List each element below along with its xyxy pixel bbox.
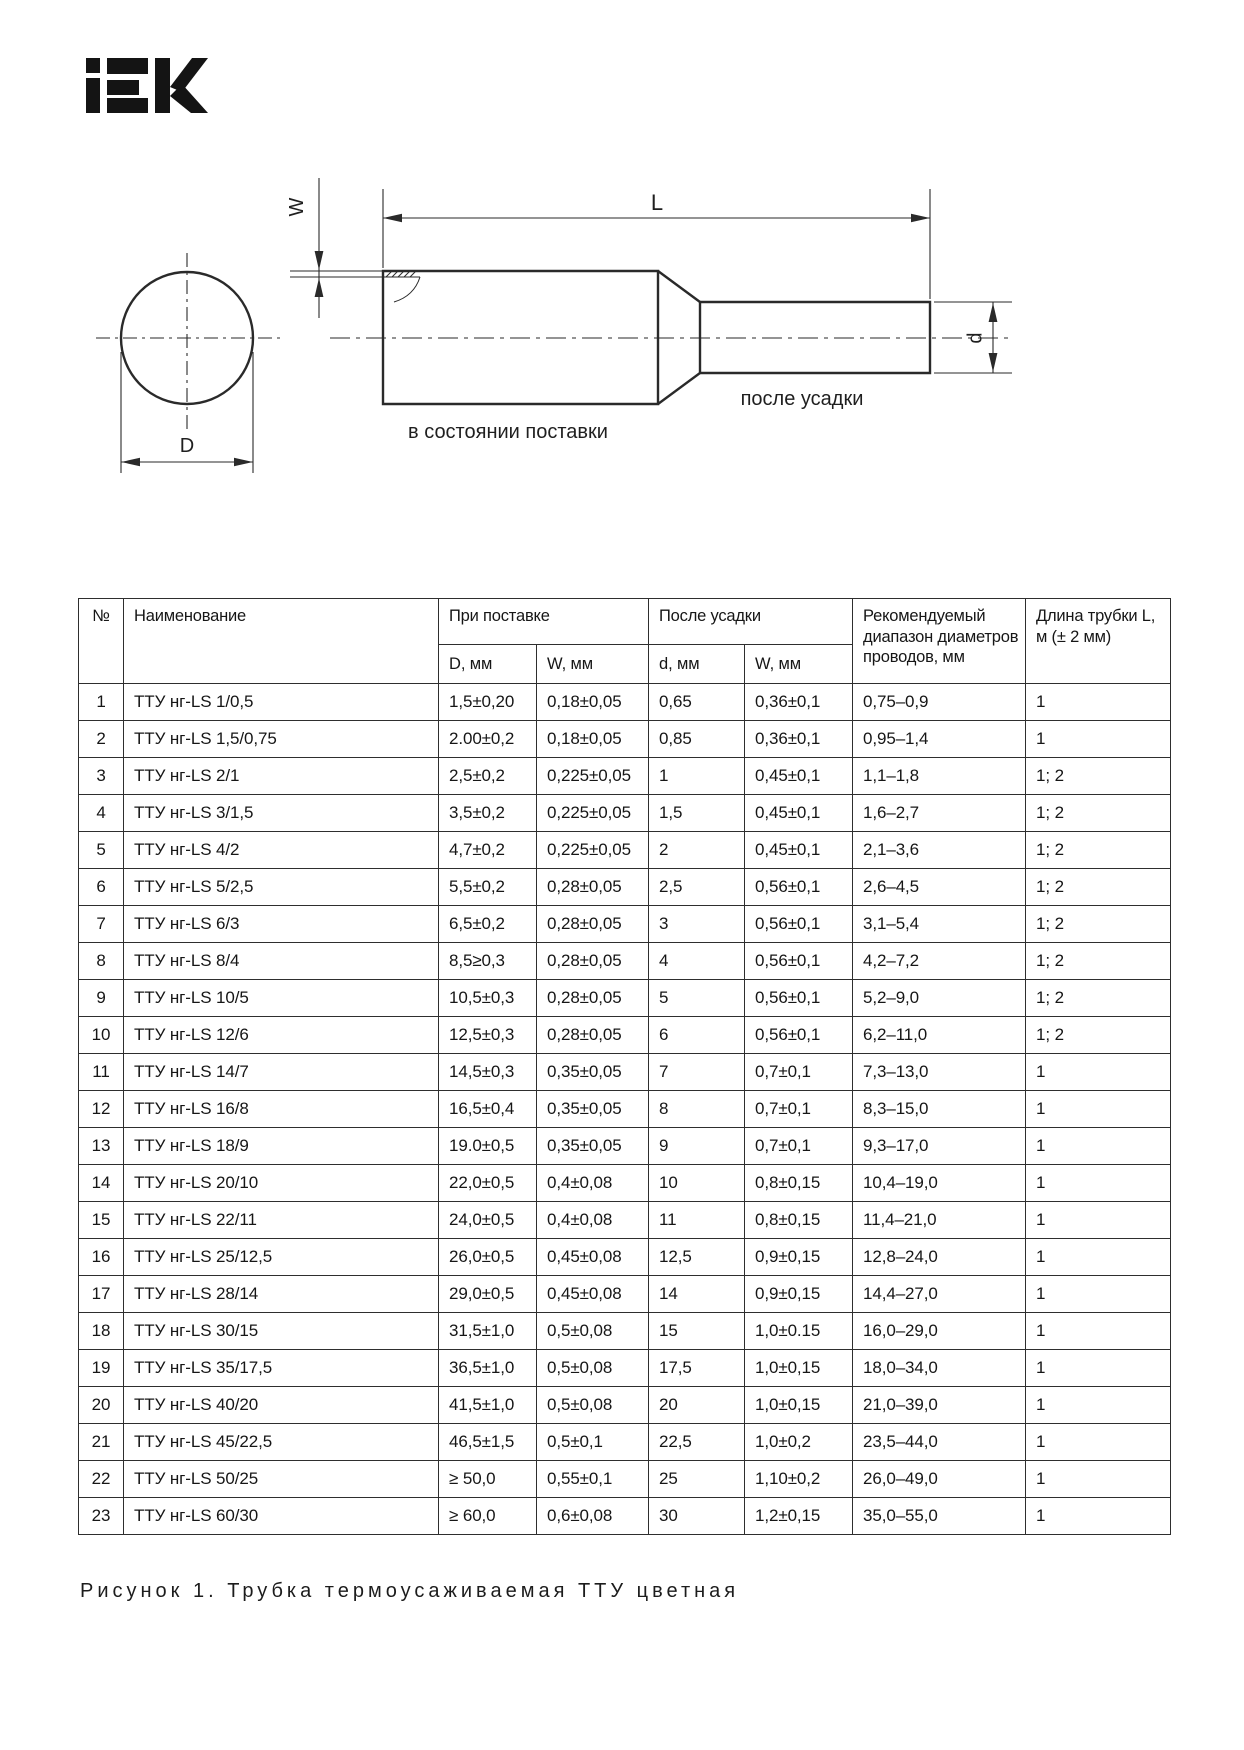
cell-length: 1; 2 <box>1026 980 1171 1017</box>
table-row <box>79 980 1171 1017</box>
cell-length: 1; 2 <box>1026 795 1171 832</box>
cell-name: ТТУ нг-LS 8/4 <box>124 943 439 980</box>
tube-taper-top <box>658 271 700 302</box>
cell-W: 0,35±0,05 <box>537 1128 649 1165</box>
table-row <box>79 832 1171 869</box>
table-row <box>79 1461 1171 1498</box>
cell-length: 1 <box>1026 1498 1171 1535</box>
cell-d: 2,5 <box>649 869 745 906</box>
label-after-shrink: после усадки <box>740 388 864 410</box>
cell-D: 8,5≥0,3 <box>439 943 537 980</box>
cell-range: 23,5–44,0 <box>853 1424 1026 1461</box>
cell-name: ТТУ нг-LS 28/14 <box>124 1276 439 1313</box>
header-length: Длина трубки L, м (± 2 мм) <box>1026 599 1171 684</box>
cell-length: 1 <box>1026 1461 1171 1498</box>
cell-W2: 0,56±0,1 <box>745 869 853 906</box>
cell-range: 2,1–3,6 <box>853 832 1026 869</box>
table-row <box>79 795 1171 832</box>
header-range: Рекомендуемый диапазон диаметров проводов, мм <box>853 599 1026 684</box>
cell-num: 15 <box>79 1202 124 1239</box>
cell-d: 20 <box>649 1387 745 1424</box>
dim-d-arrow-up <box>989 303 998 322</box>
cell-W2: 1,0±0,15 <box>745 1387 853 1424</box>
cell-D: 6,5±0,2 <box>439 906 537 943</box>
dim-D-arrow-right <box>234 458 253 466</box>
cell-d: 1,5 <box>649 795 745 832</box>
dim-W-arrow-up <box>315 278 324 297</box>
cell-length: 1 <box>1026 1424 1171 1461</box>
cell-name: ТТУ нг-LS 30/15 <box>124 1313 439 1350</box>
cell-W2: 1,0±0,2 <box>745 1424 853 1461</box>
cell-length: 1 <box>1026 721 1171 758</box>
table-row <box>79 906 1171 943</box>
table-body <box>79 684 1171 1535</box>
cell-name: ТТУ нг-LS 35/17,5 <box>124 1350 439 1387</box>
cell-range: 3,1–5,4 <box>853 906 1026 943</box>
table-row <box>79 684 1171 721</box>
header-num: № <box>79 599 124 684</box>
dim-W-arrow-down <box>315 251 324 270</box>
cell-D: 22,0±0,5 <box>439 1165 537 1202</box>
cell-D: 5,5±0,2 <box>439 869 537 906</box>
cell-num: 5 <box>79 832 124 869</box>
cell-W2: 1,0±0.15 <box>745 1313 853 1350</box>
cell-d: 3 <box>649 906 745 943</box>
cell-W: 0,5±0,08 <box>537 1313 649 1350</box>
cell-W2: 0,56±0,1 <box>745 1017 853 1054</box>
cell-D: 36,5±1,0 <box>439 1350 537 1387</box>
table-row <box>79 1239 1171 1276</box>
cell-num: 12 <box>79 1091 124 1128</box>
table-row <box>79 1165 1171 1202</box>
cell-length: 1 <box>1026 1276 1171 1313</box>
cell-d: 0,85 <box>649 721 745 758</box>
table-row <box>79 1054 1171 1091</box>
cell-d: 12,5 <box>649 1239 745 1276</box>
cell-name: ТТУ нг-LS 60/30 <box>124 1498 439 1535</box>
cell-D: 24,0±0,5 <box>439 1202 537 1239</box>
cell-num: 4 <box>79 795 124 832</box>
cell-D: 16,5±0,4 <box>439 1091 537 1128</box>
cell-W: 0,18±0,05 <box>537 684 649 721</box>
cell-W: 0,45±0,08 <box>537 1276 649 1313</box>
cell-d: 8 <box>649 1091 745 1128</box>
label-W: W <box>286 197 308 217</box>
cell-D: ≥ 50,0 <box>439 1461 537 1498</box>
cell-W2: 0,45±0,1 <box>745 832 853 869</box>
cell-W: 0,5±0,08 <box>537 1350 649 1387</box>
cell-W: 0,225±0,05 <box>537 832 649 869</box>
cell-D: 41,5±1,0 <box>439 1387 537 1424</box>
cell-D: 26,0±0,5 <box>439 1239 537 1276</box>
cell-range: 18,0–34,0 <box>853 1350 1026 1387</box>
cell-W: 0,28±0,05 <box>537 906 649 943</box>
table-row <box>79 1202 1171 1239</box>
cell-length: 1 <box>1026 1202 1171 1239</box>
table-row <box>79 1424 1171 1461</box>
cell-name: ТТУ нг-LS 40/20 <box>124 1387 439 1424</box>
cell-length: 1; 2 <box>1026 1017 1171 1054</box>
table-row <box>79 1350 1171 1387</box>
cell-W2: 0,7±0,1 <box>745 1128 853 1165</box>
header-W2-mm: W, мм <box>745 645 853 684</box>
cell-name: ТТУ нг-LS 16/8 <box>124 1091 439 1128</box>
table-row <box>79 1017 1171 1054</box>
cell-name: ТТУ нг-LS 1,5/0,75 <box>124 721 439 758</box>
cell-W: 0,45±0,08 <box>537 1239 649 1276</box>
cell-name: ТТУ нг-LS 22/11 <box>124 1202 439 1239</box>
cell-d: 30 <box>649 1498 745 1535</box>
cell-num: 11 <box>79 1054 124 1091</box>
header-after-shrink: После усадки <box>649 599 853 645</box>
cell-name: ТТУ нг-LS 14/7 <box>124 1054 439 1091</box>
cell-range: 4,2–7,2 <box>853 943 1026 980</box>
tube-taper-bottom <box>658 373 700 404</box>
cell-name: ТТУ нг-LS 5/2,5 <box>124 869 439 906</box>
cell-length: 1 <box>1026 1239 1171 1276</box>
dim-L-arrow-right <box>911 214 930 222</box>
cell-W: 0,18±0,05 <box>537 721 649 758</box>
cell-W: 0,5±0,1 <box>537 1424 649 1461</box>
cell-num: 6 <box>79 869 124 906</box>
cell-D: 3,5±0,2 <box>439 795 537 832</box>
cell-range: 8,3–15,0 <box>853 1091 1026 1128</box>
tube-spec-table <box>78 598 1171 1535</box>
cell-D: 29,0±0,5 <box>439 1276 537 1313</box>
cell-D: 31,5±1,0 <box>439 1313 537 1350</box>
cell-W: 0,5±0,08 <box>537 1387 649 1424</box>
cell-d: 11 <box>649 1202 745 1239</box>
cell-d: 14 <box>649 1276 745 1313</box>
cell-W2: 1,0±0,15 <box>745 1350 853 1387</box>
cell-length: 1 <box>1026 1387 1171 1424</box>
header-at-delivery: При поставке <box>439 599 649 645</box>
tube-technical-drawing <box>0 0 1244 540</box>
cell-name: ТТУ нг-LS 1/0,5 <box>124 684 439 721</box>
table-row <box>79 943 1171 980</box>
cell-D: ≥ 60,0 <box>439 1498 537 1535</box>
header-D-mm: D, мм <box>439 645 537 684</box>
table-row <box>79 1313 1171 1350</box>
cell-name: ТТУ нг-LS 6/3 <box>124 906 439 943</box>
cell-length: 1 <box>1026 1350 1171 1387</box>
cell-num: 8 <box>79 943 124 980</box>
cell-range: 7,3–13,0 <box>853 1054 1026 1091</box>
cell-range: 35,0–55,0 <box>853 1498 1026 1535</box>
table-row <box>79 1091 1171 1128</box>
cell-num: 20 <box>79 1387 124 1424</box>
cell-name: ТТУ нг-LS 10/5 <box>124 980 439 1017</box>
figure-caption: Рисунок 1. Трубка термоусаживаемая ТТУ цветная <box>80 1580 740 1602</box>
table-row <box>79 1387 1171 1424</box>
cell-D: 4,7±0,2 <box>439 832 537 869</box>
cell-name: ТТУ нг-LS 25/12,5 <box>124 1239 439 1276</box>
cell-num: 2 <box>79 721 124 758</box>
cell-num: 18 <box>79 1313 124 1350</box>
cell-range: 10,4–19,0 <box>853 1165 1026 1202</box>
cell-num: 22 <box>79 1461 124 1498</box>
header-W-mm: W, мм <box>537 645 649 684</box>
table-row <box>79 758 1171 795</box>
cell-D: 2.00±0,2 <box>439 721 537 758</box>
cell-d: 15 <box>649 1313 745 1350</box>
cell-length: 1 <box>1026 1128 1171 1165</box>
cell-W: 0,4±0,08 <box>537 1202 649 1239</box>
cell-num: 10 <box>79 1017 124 1054</box>
cell-range: 14,4–27,0 <box>853 1276 1026 1313</box>
cell-W2: 0,36±0,1 <box>745 684 853 721</box>
cell-num: 3 <box>79 758 124 795</box>
cell-W2: 0,56±0,1 <box>745 980 853 1017</box>
cell-W2: 0,56±0,1 <box>745 906 853 943</box>
cell-num: 1 <box>79 684 124 721</box>
cell-W: 0,28±0,05 <box>537 869 649 906</box>
cell-num: 9 <box>79 980 124 1017</box>
cell-num: 7 <box>79 906 124 943</box>
cell-W2: 1,10±0,2 <box>745 1461 853 1498</box>
table-row <box>79 1498 1171 1535</box>
cell-W: 0,28±0,05 <box>537 1017 649 1054</box>
cell-num: 14 <box>79 1165 124 1202</box>
label-d: d <box>964 332 987 344</box>
cell-d: 5 <box>649 980 745 1017</box>
cell-num: 23 <box>79 1498 124 1535</box>
header-d-mm: d, мм <box>649 645 745 684</box>
cell-W2: 0,8±0,15 <box>745 1202 853 1239</box>
table-row <box>79 869 1171 906</box>
cell-W: 0,35±0,05 <box>537 1091 649 1128</box>
cell-D: 2,5±0,2 <box>439 758 537 795</box>
cell-length: 1 <box>1026 1091 1171 1128</box>
header-name: Наименование <box>124 599 439 684</box>
cell-D: 12,5±0,3 <box>439 1017 537 1054</box>
cell-length: 1 <box>1026 684 1171 721</box>
cell-range: 0,95–1,4 <box>853 721 1026 758</box>
label-D: D <box>179 435 195 457</box>
cell-length: 1; 2 <box>1026 906 1171 943</box>
cell-name: ТТУ нг-LS 2/1 <box>124 758 439 795</box>
cell-range: 1,1–1,8 <box>853 758 1026 795</box>
cell-W2: 0,56±0,1 <box>745 943 853 980</box>
cell-range: 12,8–24,0 <box>853 1239 1026 1276</box>
cell-W: 0,225±0,05 <box>537 758 649 795</box>
cell-num: 17 <box>79 1276 124 1313</box>
cell-range: 6,2–11,0 <box>853 1017 1026 1054</box>
cell-length: 1; 2 <box>1026 832 1171 869</box>
wall-cutaway-curve <box>394 277 420 302</box>
cell-d: 22,5 <box>649 1424 745 1461</box>
cell-d: 7 <box>649 1054 745 1091</box>
cell-W2: 0,7±0,1 <box>745 1054 853 1091</box>
table-row <box>79 1128 1171 1165</box>
cell-range: 1,6–2,7 <box>853 795 1026 832</box>
dim-d-arrow-down <box>989 353 998 372</box>
cell-name: ТТУ нг-LS 3/1,5 <box>124 795 439 832</box>
dim-L-arrow-left <box>383 214 402 222</box>
cell-d: 6 <box>649 1017 745 1054</box>
cell-W: 0,28±0,05 <box>537 980 649 1017</box>
cell-name: ТТУ нг-LS 12/6 <box>124 1017 439 1054</box>
cell-range: 9,3–17,0 <box>853 1128 1026 1165</box>
cell-d: 10 <box>649 1165 745 1202</box>
cell-d: 1 <box>649 758 745 795</box>
cell-range: 2,6–4,5 <box>853 869 1026 906</box>
cell-range: 11,4–21,0 <box>853 1202 1026 1239</box>
cell-range: 26,0–49,0 <box>853 1461 1026 1498</box>
cell-d: 9 <box>649 1128 745 1165</box>
cell-D: 1,5±0,20 <box>439 684 537 721</box>
label-L: L <box>650 190 664 215</box>
cell-W: 0,4±0,08 <box>537 1165 649 1202</box>
cell-d: 0,65 <box>649 684 745 721</box>
cell-num: 21 <box>79 1424 124 1461</box>
cell-length: 1 <box>1026 1054 1171 1091</box>
cell-length: 1; 2 <box>1026 943 1171 980</box>
cell-name: ТТУ нг-LS 4/2 <box>124 832 439 869</box>
cell-W2: 0,9±0,15 <box>745 1239 853 1276</box>
cell-name: ТТУ нг-LS 50/25 <box>124 1461 439 1498</box>
cell-W: 0,55±0,1 <box>537 1461 649 1498</box>
cell-range: 21,0–39,0 <box>853 1387 1026 1424</box>
cell-d: 4 <box>649 943 745 980</box>
cell-name: ТТУ нг-LS 45/22,5 <box>124 1424 439 1461</box>
table-row <box>79 721 1171 758</box>
cell-d: 2 <box>649 832 745 869</box>
cell-W2: 0,36±0,1 <box>745 721 853 758</box>
cell-D: 14,5±0,3 <box>439 1054 537 1091</box>
cell-W: 0,28±0,05 <box>537 943 649 980</box>
cell-num: 16 <box>79 1239 124 1276</box>
cell-W2: 0,7±0,1 <box>745 1091 853 1128</box>
cell-num: 13 <box>79 1128 124 1165</box>
cell-length: 1 <box>1026 1313 1171 1350</box>
cell-name: ТТУ нг-LS 20/10 <box>124 1165 439 1202</box>
cell-W: 0,6±0,08 <box>537 1498 649 1535</box>
cell-W2: 1,2±0,15 <box>745 1498 853 1535</box>
cell-W2: 0,45±0,1 <box>745 795 853 832</box>
cell-W: 0,225±0,05 <box>537 795 649 832</box>
cell-length: 1; 2 <box>1026 869 1171 906</box>
cell-W2: 0,45±0,1 <box>745 758 853 795</box>
cell-d: 17,5 <box>649 1350 745 1387</box>
cell-D: 19.0±0,5 <box>439 1128 537 1165</box>
cell-W2: 0,8±0,15 <box>745 1165 853 1202</box>
cell-W2: 0,9±0,15 <box>745 1276 853 1313</box>
label-delivery-state: в состоянии поставки <box>408 421 608 443</box>
cell-range: 16,0–29,0 <box>853 1313 1026 1350</box>
cell-W: 0,35±0,05 <box>537 1054 649 1091</box>
cell-range: 0,75–0,9 <box>853 684 1026 721</box>
table-row <box>79 1276 1171 1313</box>
cell-num: 19 <box>79 1350 124 1387</box>
cell-d: 25 <box>649 1461 745 1498</box>
cell-D: 46,5±1,5 <box>439 1424 537 1461</box>
cell-length: 1 <box>1026 1165 1171 1202</box>
cell-D: 10,5±0,3 <box>439 980 537 1017</box>
dim-D-arrow-left <box>121 458 140 466</box>
cell-length: 1; 2 <box>1026 758 1171 795</box>
cell-name: ТТУ нг-LS 18/9 <box>124 1128 439 1165</box>
table-header <box>79 599 1171 684</box>
cell-range: 5,2–9,0 <box>853 980 1026 1017</box>
